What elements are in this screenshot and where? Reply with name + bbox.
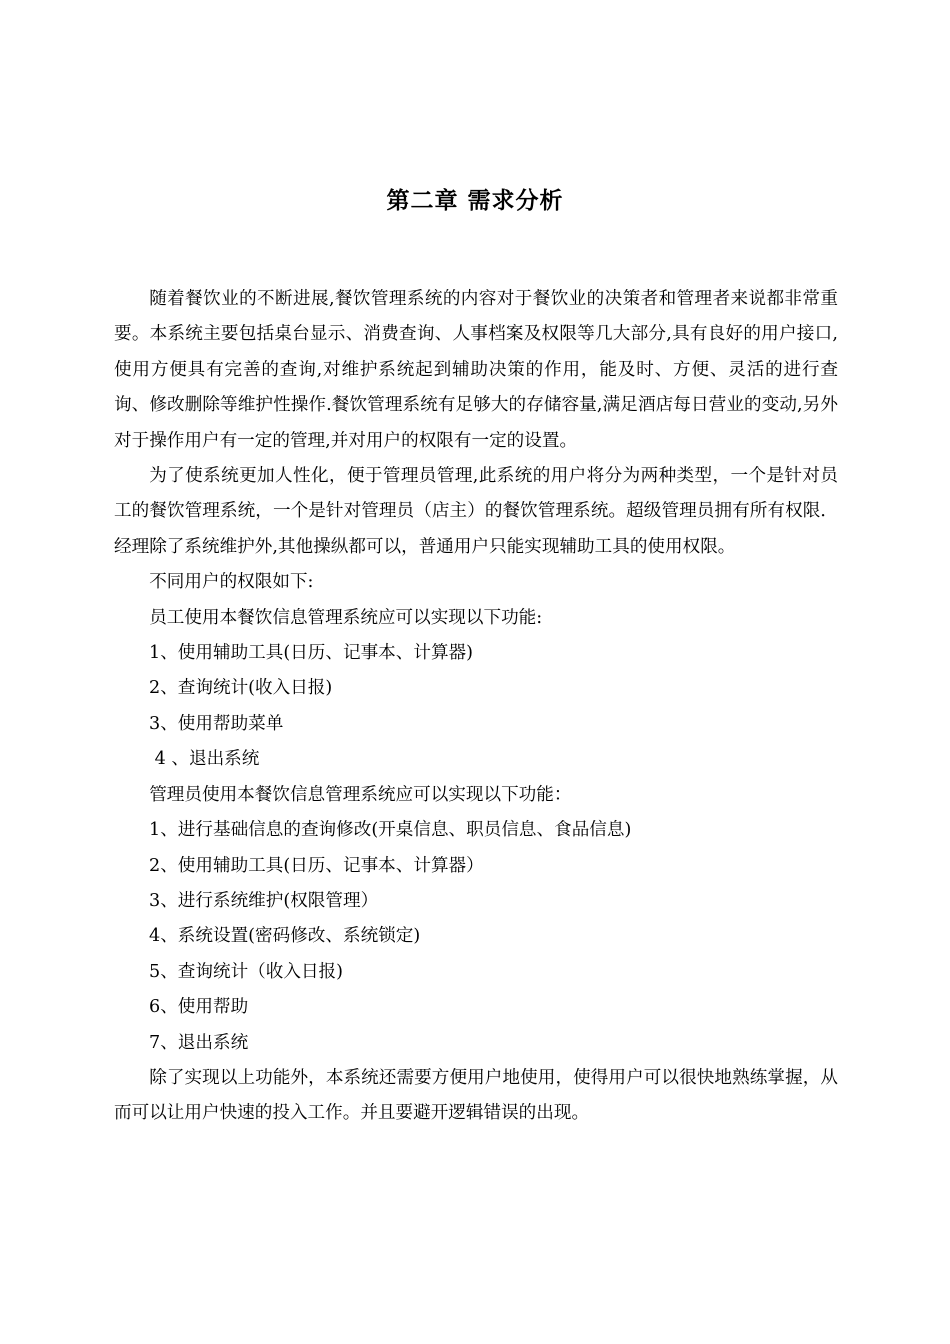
employee-function-item: 4 、退出系统: [149, 749, 260, 770]
intro-paragraph: 随着餐饮业的不断进展,餐饮管理系统的内容对于餐饮业的决策者和管理者来说都非常重要。本系统主要包括桌台显示、消费查询、人事档案及权限等几大部分,具有良好的用户接口,使用方便具有完善的查询,对维护系统起到辅助决策的作用，能及时、方便、灵活的进行查询、修改删除等维护性操作.餐饮管理系统有足够大的存储容量,满足酒店每日营业的变动,另外对于操作用户有一定的管理,并对用户的权限有一定的设置。: [114, 289, 838, 451]
employee-function-item: 2、查询统计(收入日报): [149, 678, 333, 699]
employee-function-item: 3、使用帮助菜单: [149, 713, 284, 734]
admin-function-item: 5、查询统计（收入日报): [149, 961, 343, 982]
admin-function-item: 1、进行基础信息的查询修改(开桌信息、职员信息、食品信息): [149, 820, 632, 841]
employee-functions-intro: 员工使用本餐饮信息管理系统应可以实现以下功能:: [149, 607, 543, 628]
admin-function-item: 6、使用帮助: [149, 997, 249, 1018]
body-text: [114, 282, 838, 1132]
employee-function-item: 1、使用辅助工具(日历、记事本、计算器): [149, 643, 474, 664]
permissions-intro: 不同用户的权限如下:: [149, 572, 314, 593]
admin-functions-intro: 管理员使用本餐饮信息管理系统应可以实现以下功能：: [149, 784, 572, 805]
admin-function-item: 7、退出系统: [149, 1032, 249, 1053]
user-types-paragraph: 为了使系统更加人性化，便于管理员管理,此系统的用户将分为两种类型，一个是针对员工的餐饮管理系统，一个是针对管理员（店主）的餐饮管理系统。超级管理员拥有所有权限．经理除了系统维护外,其他操纵都可以，普通用户只能实现辅助工具的使用权限。: [114, 466, 838, 557]
closing-paragraph: 除了实现以上功能外，本系统还需要方便用户地使用，使得用户可以很快地熟练掌握，从而可以让用户快速的投入工作。并且要避开逻辑错误的出现。: [114, 1067, 838, 1124]
admin-function-item: 3、进行系统维护(权限管理）: [149, 890, 379, 911]
admin-function-item: 4、系统设置(密码修改、系统锁定): [149, 926, 421, 947]
admin-function-item: 2、使用辅助工具(日历、记事本、计算器）: [149, 855, 484, 876]
chapter-title: 第二章 需求分析: [386, 188, 564, 214]
